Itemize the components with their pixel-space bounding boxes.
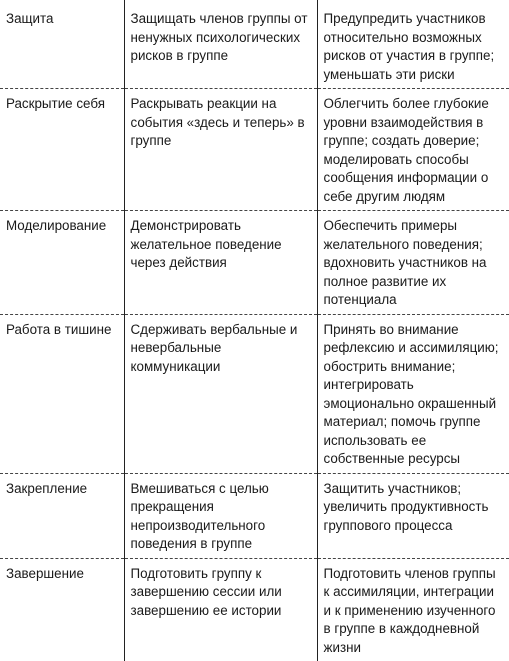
technique-action-cell: Защищать членов группы от ненужных психологических рисков в группе bbox=[124, 0, 317, 89]
table-row bbox=[0, 211, 509, 315]
table-row bbox=[0, 0, 509, 89]
table-row bbox=[0, 558, 509, 661]
technique-goal-cell: Предупредить участников относительно возможных рисков от участия в группе; уменьшать эти риски bbox=[317, 0, 509, 89]
technique-goal-cell: Обеспечить примеры желательного поведения; вдохновить участников на полное развитие их потенциала bbox=[317, 211, 509, 315]
technique-name-cell: Работа в тишине bbox=[0, 314, 124, 473]
technique-name-cell: Моделирование bbox=[0, 211, 124, 315]
technique-action-cell: Вмешиваться с целью прекращения непроизводительного поведения в группе bbox=[124, 473, 317, 558]
technique-action-cell: Сдерживать вербальные и невербальные коммуникации bbox=[124, 314, 317, 473]
technique-action-cell: Раскрывать реакции на события «здесь и теперь» в группе bbox=[124, 89, 317, 211]
technique-goal-cell: Принять во внимание рефлексию и ассимиляцию; обострить внимание; интегрировать эмоционально окрашенный материал; помочь группе использовать ее собственные ресурсы bbox=[317, 314, 509, 473]
technique-name-cell: Раскрытие себя bbox=[0, 89, 124, 211]
technique-goal-cell: Облегчить более глубокие уровни взаимодействия в группе; создать доверие; моделировать способы сообщения информации о себе другим людям bbox=[317, 89, 509, 211]
table-row bbox=[0, 89, 509, 211]
table-row bbox=[0, 473, 509, 558]
technique-name-cell: Закрепление bbox=[0, 473, 124, 558]
technique-goal-cell: Защитить участников; увеличить продуктивность группового процесса bbox=[317, 473, 509, 558]
technique-action-cell: Подготовить группу к завершению сессии или завершению ее истории bbox=[124, 558, 317, 661]
technique-name-cell: Защита bbox=[0, 0, 124, 89]
table-row bbox=[0, 314, 509, 473]
technique-goal-cell: Подготовить членов группы к ассимиляции, интеграции и к применению изученного в группе в каждодневной жизни bbox=[317, 558, 509, 661]
technique-name-cell: Завершение bbox=[6, 565, 84, 581]
technique-action-cell: Демонстрировать желательное поведение через действия bbox=[124, 211, 317, 315]
